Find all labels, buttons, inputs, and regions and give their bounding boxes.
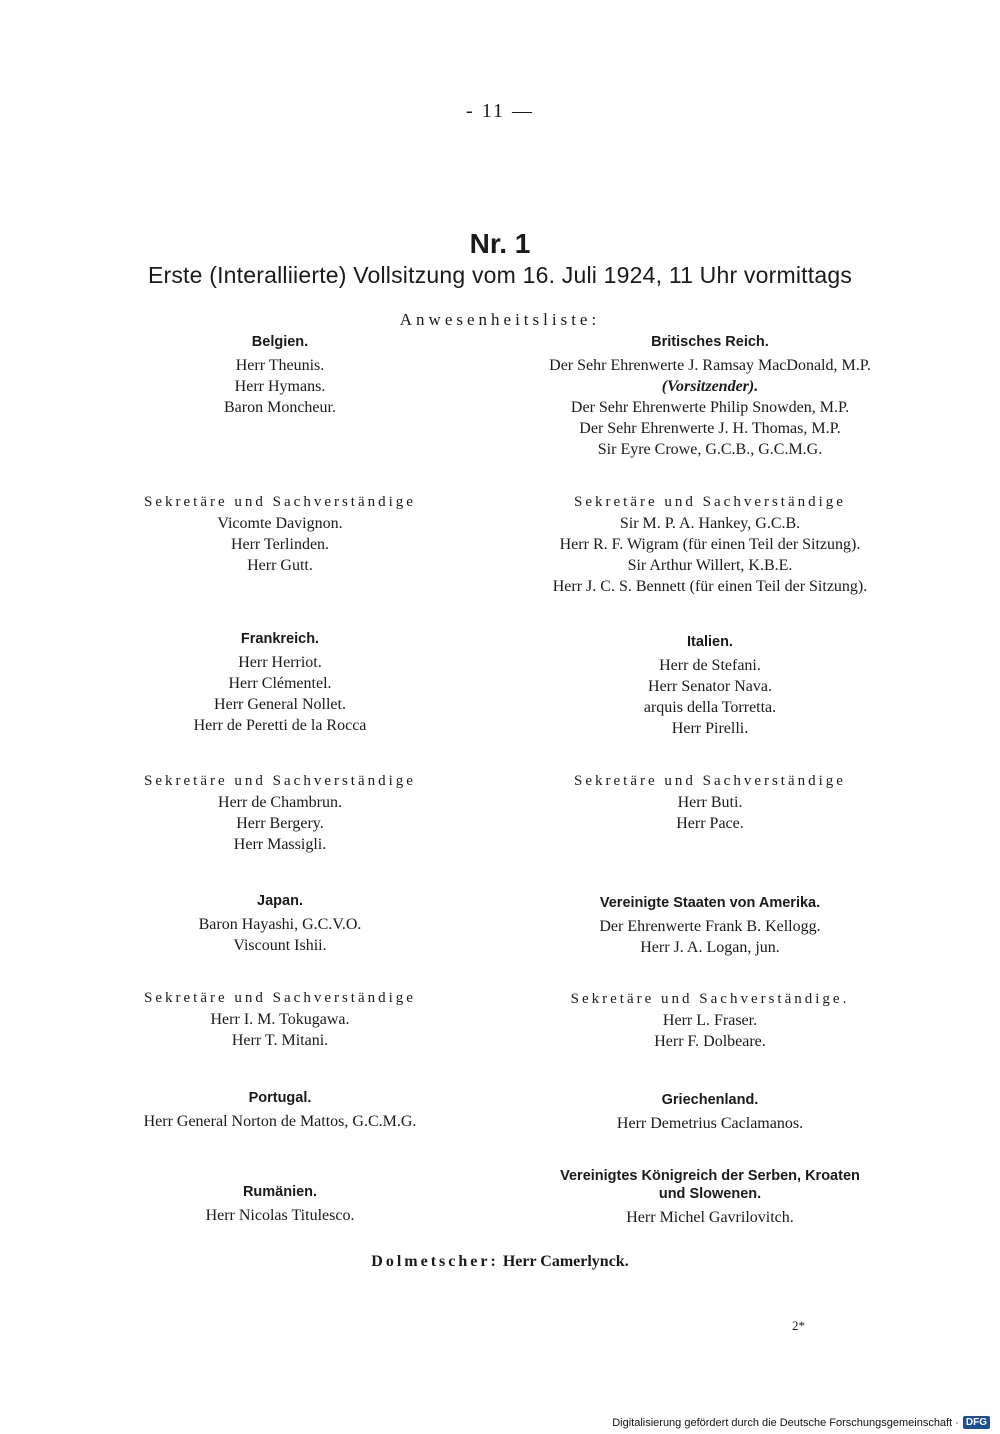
country-heading: Belgien. (251, 334, 309, 350)
secretary: Herr Massigli. (233, 836, 327, 853)
member: arquis della Torretta. (643, 699, 777, 716)
country-heading: Italien. (687, 634, 733, 650)
secretaries-heading: Sekretäre und Sachverständige (144, 494, 416, 510)
member: Herr de Stefani. (659, 657, 761, 674)
secretary: Herr Terlinden. (230, 536, 330, 553)
secretary: Herr J. C. S. Bennett (für einen Teil der Sitzung). (552, 578, 868, 595)
attendance-heading: Anwesenheitsliste: (399, 310, 601, 329)
british-empire-section (490, 333, 930, 460)
sheet-signature: 2* (792, 1318, 805, 1333)
member: Herr General Nollet. (214, 696, 346, 713)
japan-secretaries (60, 988, 500, 1051)
country-heading: Vereinigtes Königreich der Serben, Kroaten (560, 1168, 860, 1184)
country-heading: Griechenland. (661, 1092, 759, 1108)
secretary: Herr Bergery. (236, 815, 324, 832)
member: Viscount Ishii. (233, 937, 327, 954)
serbia-section (490, 1167, 930, 1228)
interpreters-label: Dolmetscher: (371, 1253, 499, 1270)
greece-section (490, 1091, 930, 1134)
interpreters-line (0, 1253, 1000, 1271)
member: Herr Pirelli. (671, 720, 749, 737)
member: Der Sehr Ehrenwerte Philip Snowden, M.P. (570, 399, 850, 416)
secretary: Herr Pace. (676, 815, 744, 832)
italy-section (490, 633, 930, 739)
france-section (60, 630, 500, 736)
member: Herr Hymans. (234, 378, 326, 395)
secretaries-heading: Sekretäre und Sachverständige (144, 773, 416, 789)
country-heading: Vereinigte Staaten von Amerika. (599, 895, 821, 911)
member: Der Ehrenwerte Frank B. Kellogg. (599, 918, 821, 935)
secretary: Herr de Chambrun. (218, 794, 342, 811)
member: Herr Herriot. (238, 654, 322, 671)
secretary: Herr Gutt. (247, 557, 313, 574)
secretaries-heading: Sekretäre und Sachverständige (144, 990, 416, 1006)
member: Baron Moncheur. (224, 399, 336, 416)
belgium-secretaries (60, 492, 500, 576)
japan-section (60, 892, 500, 956)
france-secretaries (60, 771, 500, 855)
country-heading: Frankreich. (240, 631, 320, 647)
chair-note: (Vorsitzender). (661, 378, 759, 395)
secretary: Herr F. Dolbeare. (654, 1033, 766, 1050)
secretary: Herr T. Mitani. (231, 1032, 329, 1049)
dfg-logo-icon: DFG (963, 1416, 990, 1429)
member: Der Sehr Ehrenwerte J. Ramsay MacDonald, M.P. (549, 357, 871, 374)
member: Herr Demetrius Caclamanos. (616, 1115, 804, 1132)
member: Herr Michel Gavrilovitch. (626, 1209, 794, 1226)
usa-section (490, 894, 930, 958)
usa-secretaries (490, 989, 930, 1052)
footer-text: Digitalisierung gefördert durch die Deutsche Forschungsgemeinschaft · (612, 1416, 959, 1429)
secretary: Vicomte Davignon. (217, 515, 343, 532)
country-heading: Rumänien. (242, 1184, 318, 1200)
member: Herr General Norton de Mattos, G.C.M.G. (143, 1113, 417, 1130)
document-number: Nr. 1 (469, 228, 531, 259)
member: Herr J. A. Logan, jun. (640, 939, 780, 956)
belgium-section (60, 333, 500, 418)
member: Der Sehr Ehrenwerte J. H. Thomas, M.P. (579, 420, 841, 437)
romania-section (60, 1183, 500, 1226)
secretaries-heading: Sekretäre und Sachverständige (574, 494, 846, 510)
member: Herr de Peretti de la Rocca (193, 717, 367, 734)
member: Herr Theunis. (235, 357, 325, 374)
member: Herr Nicolas Titulesco. (205, 1207, 355, 1224)
secretary: Herr Buti. (677, 794, 743, 811)
country-heading: Portugal. (248, 1090, 312, 1106)
country-heading: und Slowenen. (658, 1186, 762, 1202)
secretary: Herr R. F. Wigram (für einen Teil der Sitzung). (559, 536, 861, 553)
member: Sir Eyre Crowe, G.C.B., G.C.M.G. (597, 441, 823, 458)
secretary: Sir Arthur Willert, K.B.E. (627, 557, 793, 574)
interpreter-name: Herr Camerlynck. (502, 1253, 629, 1270)
secretary: Herr L. Fraser. (662, 1012, 758, 1029)
member: Herr Clémentel. (228, 675, 332, 692)
country-heading: Britisches Reich. (651, 334, 769, 350)
member: Herr Senator Nava. (648, 678, 772, 695)
portugal-section (60, 1089, 500, 1132)
document-title: Erste (Interalliierte) Vollsitzung vom 16. Juli 1924, 11 Uhr vormittags (147, 262, 853, 288)
secretaries-heading: Sekretäre und Sachverständige (574, 773, 846, 789)
secretaries-heading: Sekretäre und Sachverständige. (570, 991, 850, 1007)
page-number: - 11 — (466, 100, 534, 122)
secretary: Sir M. P. A. Hankey, G.C.B. (619, 515, 801, 532)
member: Baron Hayashi, G.C.V.O. (198, 916, 362, 933)
digitization-footer (612, 1416, 990, 1429)
italy-secretaries (490, 771, 930, 834)
country-heading: Japan. (257, 893, 303, 909)
british-empire-secretaries (490, 492, 930, 597)
secretary: Herr I. M. Tokugawa. (210, 1011, 350, 1028)
